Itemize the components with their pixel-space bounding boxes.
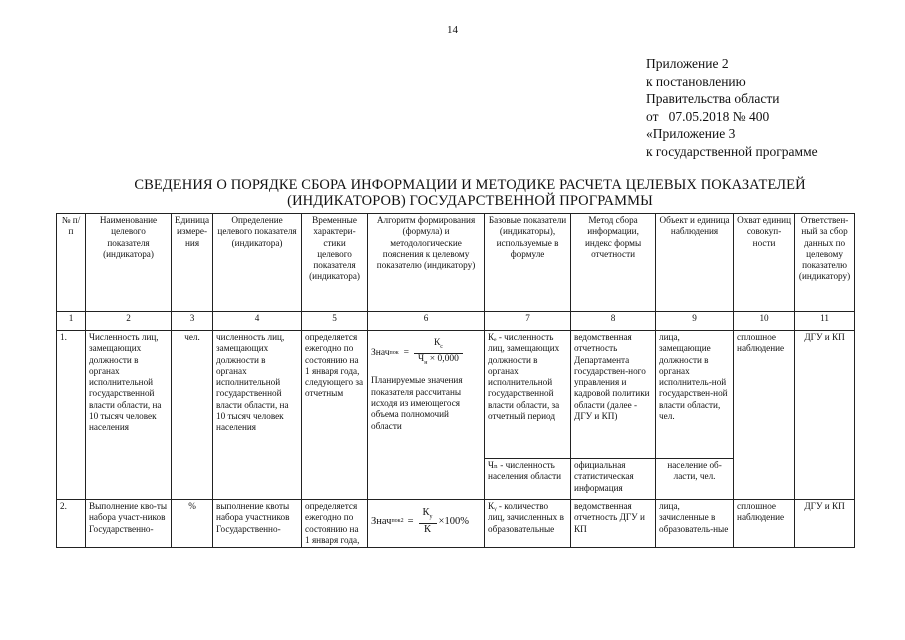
appendix-line: Приложение 2: [646, 56, 729, 71]
timing-cell: определяется ежегодно по состоянию на 1 января года,: [302, 500, 368, 548]
base-indicator-cell: Чₙ - численность населения области: [485, 459, 571, 500]
responsible-cell: ДГУ и КП: [795, 331, 855, 500]
column-number: 1: [57, 312, 86, 331]
indicator-name: Численность лиц, замещающих должности в органах исполнительной государственной власти области, на 10 тысяч человек населения: [86, 331, 172, 500]
algorithm-cell: [368, 331, 485, 500]
table-row: [57, 331, 855, 459]
appendix-block: [646, 55, 818, 161]
method-cell: официальная статистическая информация: [571, 459, 656, 500]
header-cell: Алгоритм формирования (формула) и методологические пояснения к целевому показателю (индикатору): [368, 214, 485, 312]
column-number: 7: [485, 312, 571, 331]
column-number: 9: [656, 312, 734, 331]
header-cell: Метод сбора информации, индекс формы отчетности: [571, 214, 656, 312]
row-number: 2.: [57, 500, 86, 548]
unit-cell: %: [172, 500, 213, 548]
header-cell: № п/п: [57, 214, 86, 312]
header-cell: Единица измере-ния: [172, 214, 213, 312]
formula-eq: =: [403, 348, 410, 359]
appendix-line: к постановлению: [646, 73, 746, 89]
method-cell: ведомственная отчетность ДГУ и КП: [571, 500, 656, 548]
header-cell: Объект и единица наблюдения: [656, 214, 734, 312]
method-cell: ведомственная отчетность Департамента государствен-ного управления и кадровой политики области (далее - ДГУ и КП): [571, 331, 656, 459]
formula-fraction: [414, 338, 463, 369]
formula-denominator-sub: н: [424, 360, 428, 367]
algorithm-cell: [368, 500, 485, 548]
appendix-line: от 07.05.2018 № 400: [646, 108, 770, 124]
definition-cell: численность лиц, замещающих должности в органах исполнительной государственной власти области, на 10 тысяч человек населения: [213, 331, 302, 500]
algorithm-note: Планируемые значения показателя рассчитаны исходя из имеющегося объема полномочий области: [371, 375, 463, 431]
formula-denominator: К: [424, 524, 432, 536]
indicator-name: Выполнение кво-ты набора участ-ников Государственно-: [86, 500, 172, 548]
object-cell: лица, замещающие должности в органах исполнитель-ной государствен-ной власти области, чел.: [656, 331, 734, 459]
header-cell: Определение целевого показателя (индикатора): [213, 214, 302, 312]
formula-fraction: [419, 507, 437, 536]
column-number-row: [57, 312, 855, 331]
indicators-table: [56, 213, 855, 548]
appendix-line: Правительства области: [646, 91, 780, 107]
responsible-cell: ДГУ и КП: [795, 500, 855, 548]
base-indicator-cell: Кᵧ - количество лиц, зачисленных в образовательные: [485, 500, 571, 548]
page-number: 14: [447, 24, 458, 36]
header-cell: Базовые показатели (индикаторы), используемые в формуле: [485, 214, 571, 312]
formula-numerator: К: [433, 338, 441, 348]
formula-2: [371, 507, 481, 536]
base-indicator-cell: Кₑ - численность лиц, замещающих должности в органах исполнительной государственной власти области, за отчетный период: [485, 331, 571, 459]
header-cell: Временные характери-стики целевого показателя (индикатора): [302, 214, 368, 312]
table-row: [57, 500, 855, 548]
formula-lhs-sub: пок2: [391, 517, 404, 524]
column-number: 10: [734, 312, 795, 331]
definition-cell: выполнение квоты набора участников Государственно-: [213, 500, 302, 548]
coverage-cell: сплошное наблюдение: [734, 331, 795, 500]
formula-numerator: К: [422, 507, 430, 518]
title-line: (ИНДИКАТОРОВ) ГОСУДАРСТВЕННОЙ ПРОГРАММЫ: [287, 193, 653, 209]
column-number: 5: [302, 312, 368, 331]
title-line: СВЕДЕНИЯ О ПОРЯДКЕ СБОРА ИНФОРМАЦИИ И МЕТОДИКЕ РАСЧЕТА ЦЕЛЕВЫХ ПОКАЗАТЕЛЕЙ: [134, 177, 806, 193]
column-number: 11: [795, 312, 855, 331]
object-cell: лица, зачисленные в образователь-ные: [656, 500, 734, 548]
header-cell: Ответствен-ный за сбор данных по целевому показателю (индикатору): [795, 214, 855, 312]
object-cell: население об-ласти, чел.: [656, 459, 734, 500]
formula-tail: ×100%: [438, 515, 469, 527]
formula-denominator: Ч: [418, 354, 425, 365]
document-title: [40, 177, 900, 209]
timing-cell: определяется ежегодно по состоянию на 1 января года, следующего за отчетным: [302, 331, 368, 500]
formula-denominator-tail: × 0,000: [429, 354, 459, 365]
formula-numerator-sub: у: [429, 514, 433, 521]
formula-lhs: Знач: [371, 515, 392, 527]
header-row: [57, 214, 855, 312]
coverage-cell: сплошное наблюдение: [734, 500, 795, 548]
column-number: 4: [213, 312, 302, 331]
formula-eq: =: [407, 515, 414, 527]
formula-lhs: Знач: [371, 348, 390, 359]
formula-numerator-sub: с: [440, 343, 443, 350]
header-cell: Наименование целевого показателя (индикатора): [86, 214, 172, 312]
column-number: 8: [571, 312, 656, 331]
formula-1: [371, 338, 481, 369]
formula-lhs-sub: пок: [389, 350, 399, 357]
row-number: 1.: [57, 331, 86, 500]
column-number: 3: [172, 312, 213, 331]
unit-cell: чел.: [172, 331, 213, 500]
appendix-line: «Приложение 3: [646, 126, 736, 142]
column-number: 2: [86, 312, 172, 331]
header-cell: Охват единиц совокуп-ности: [734, 214, 795, 312]
appendix-line: к государственной программе: [646, 143, 818, 159]
column-number: 6: [368, 312, 485, 331]
